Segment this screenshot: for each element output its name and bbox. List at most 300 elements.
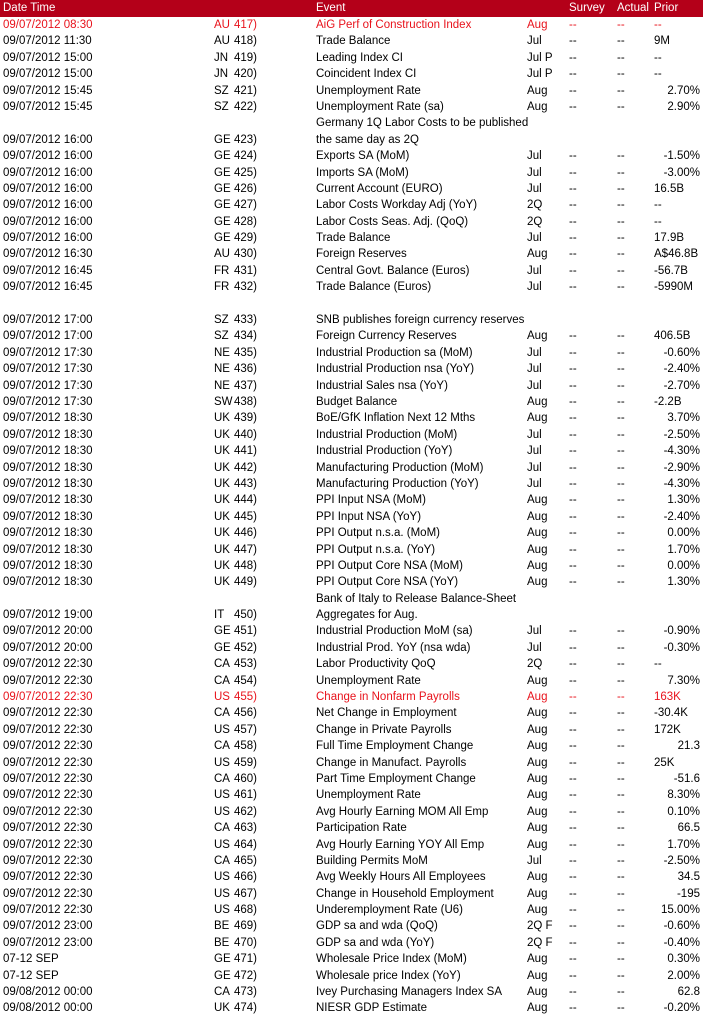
table-row (0, 510, 703, 526)
event-cell: Industrial Production MoM (sa) (316, 625, 473, 638)
actual-cell: -- (617, 1002, 625, 1015)
survey-cell: -- (569, 789, 577, 802)
date-time-cell: 09/07/2012 18:30 (3, 527, 93, 540)
survey-cell: -- (569, 854, 577, 867)
ticker-number-cell: 456) (234, 707, 258, 720)
actual-cell: -- (617, 936, 625, 949)
table-row (0, 264, 703, 280)
period-cell: Jul (527, 346, 542, 359)
ticker-number-cell: 435) (234, 346, 258, 359)
country-cell: SZ (214, 84, 229, 97)
prior-cell: 7.30% (667, 674, 700, 687)
event-cell: NIESR GDP Estimate (316, 1002, 427, 1015)
country-cell: UK (214, 510, 230, 523)
event-cell: Germany 1Q Labor Costs to be published (316, 117, 529, 130)
period-cell: 2Q (527, 199, 543, 212)
actual-cell: -- (617, 494, 625, 507)
actual-cell: -- (617, 363, 625, 376)
survey-cell: -- (569, 969, 577, 982)
ticker-number-cell: 471) (234, 953, 258, 966)
prior-cell: -- (654, 68, 662, 81)
event-cell: Trade Balance (Euros) (316, 281, 432, 294)
survey-cell: -- (569, 264, 577, 277)
event-cell: Industrial Production (MoM) (316, 428, 458, 441)
country-cell: GE (214, 166, 231, 179)
event-cell: the same day as 2Q (316, 133, 419, 146)
actual-cell: -- (617, 756, 625, 769)
prior-cell: A$46.8B (654, 248, 699, 261)
table-row (0, 690, 703, 706)
table-row (0, 34, 703, 50)
country-cell: FR (214, 281, 230, 294)
survey-cell: -- (569, 658, 577, 671)
prior-cell: -2.40% (663, 510, 700, 523)
prior-cell: 1.70% (667, 543, 700, 556)
ticker-number-cell: 451) (234, 625, 258, 638)
period-cell: Aug (527, 953, 548, 966)
event-cell: Ivey Purchasing Managers Index SA (316, 986, 503, 999)
country-cell: UK (214, 576, 230, 589)
survey-cell: -- (569, 248, 577, 261)
table-row (0, 624, 703, 640)
event-cell: Manufacturing Production (MoM) (316, 461, 484, 474)
period-cell: 2Q F (527, 936, 553, 949)
table-row (0, 444, 703, 460)
period-cell: Aug (527, 494, 548, 507)
period-cell: Aug (527, 789, 548, 802)
event-cell: Leading Index CI (316, 51, 403, 64)
event-cell: Unemployment Rate (sa) (316, 100, 444, 113)
event-cell: GDP sa and wda (YoY) (316, 936, 435, 949)
country-cell: GE (214, 641, 231, 654)
country-cell: UK (214, 559, 230, 572)
country-cell: US (214, 904, 230, 917)
ticker-number-cell: 461) (234, 789, 258, 802)
event-cell: Unemployment Rate (316, 789, 421, 802)
date-time-cell: 09/07/2012 20:00 (3, 641, 93, 654)
period-cell: Jul (527, 264, 542, 277)
period-cell: Aug (527, 510, 548, 523)
date-time-cell: 07-12 SEP (3, 969, 59, 982)
ticker-number-cell: 439) (234, 412, 258, 425)
table-row (0, 838, 703, 854)
date-time-cell: 09/07/2012 15:45 (3, 100, 93, 113)
survey-cell: -- (569, 346, 577, 359)
survey-cell: -- (569, 641, 577, 654)
ticker-number-cell: 438) (234, 395, 258, 408)
date-time-cell: 09/07/2012 23:00 (3, 920, 93, 933)
prior-cell: -0.20% (663, 1002, 700, 1015)
event-cell: Current Account (EURO) (316, 182, 443, 195)
ticker-number-cell: 459) (234, 756, 258, 769)
period-cell: Aug (527, 887, 548, 900)
table-row (0, 969, 703, 985)
date-time-cell: 09/07/2012 18:30 (3, 412, 93, 425)
actual-cell: -- (617, 51, 625, 64)
actual-cell: -- (617, 477, 625, 490)
prior-cell: -2.70% (663, 379, 700, 392)
ticker-number-cell: 449) (234, 576, 258, 589)
date-time-cell: 09/07/2012 22:30 (3, 674, 93, 687)
header-date-time: Date Time (3, 2, 56, 14)
period-cell: Jul (527, 641, 542, 654)
period-cell: Aug (527, 691, 548, 704)
table-row (0, 985, 703, 1001)
date-time-cell: 09/07/2012 18:30 (3, 576, 93, 589)
survey-cell: -- (569, 772, 577, 785)
actual-cell: -- (617, 871, 625, 884)
table-row (0, 477, 703, 493)
period-cell: Aug (527, 838, 548, 851)
actual-cell: -- (617, 691, 625, 704)
table-row (0, 805, 703, 821)
prior-cell: -3.00% (663, 166, 700, 179)
table-row (0, 116, 703, 132)
period-cell: Aug (527, 772, 548, 785)
country-cell: CA (214, 740, 230, 753)
country-cell: UK (214, 428, 230, 441)
period-cell: Aug (527, 100, 548, 113)
date-time-cell: 09/07/2012 22:30 (3, 707, 93, 720)
table-row (0, 133, 703, 149)
ticker-number-cell: 429) (234, 232, 258, 245)
event-cell: PPI Input NSA (YoY) (316, 510, 422, 523)
country-cell: GE (214, 969, 231, 982)
table-row (0, 346, 703, 362)
survey-cell: -- (569, 559, 577, 572)
prior-cell: 163K (654, 691, 681, 704)
event-cell: Manufacturing Production (YoY) (316, 477, 479, 490)
table-row (0, 395, 703, 411)
prior-cell: 1.30% (667, 494, 700, 507)
country-cell: UK (214, 412, 230, 425)
date-time-cell: 09/07/2012 22:30 (3, 740, 93, 753)
ticker-number-cell: 474) (234, 1002, 258, 1015)
prior-cell: 0.00% (667, 527, 700, 540)
date-time-cell: 09/07/2012 22:30 (3, 838, 93, 851)
date-time-cell: 09/07/2012 23:00 (3, 936, 93, 949)
ticker-number-cell: 470) (234, 936, 258, 949)
survey-cell: -- (569, 953, 577, 966)
date-time-cell: 09/07/2012 18:30 (3, 445, 93, 458)
actual-cell: -- (617, 986, 625, 999)
prior-cell: 406.5B (654, 330, 691, 343)
date-time-cell: 09/07/2012 17:00 (3, 330, 93, 343)
ticker-number-cell: 433) (234, 314, 258, 327)
table-row (0, 641, 703, 657)
country-cell: UK (214, 1002, 230, 1015)
date-time-cell: 09/07/2012 17:00 (3, 314, 93, 327)
period-cell: Jul (527, 232, 542, 245)
prior-cell: 1.70% (667, 838, 700, 851)
country-cell: BE (214, 920, 230, 933)
table-row (0, 51, 703, 67)
event-cell: PPI Output Core NSA (YoY) (316, 576, 459, 589)
actual-cell: -- (617, 412, 625, 425)
ticker-number-cell: 472) (234, 969, 258, 982)
table-row (0, 182, 703, 198)
table-row (0, 821, 703, 837)
actual-cell: -- (617, 150, 625, 163)
period-cell: Jul (527, 35, 542, 48)
survey-cell: -- (569, 232, 577, 245)
ticker-number-cell: 436) (234, 363, 258, 376)
date-time-cell: 09/07/2012 22:30 (3, 658, 93, 671)
table-row (0, 67, 703, 83)
table-row (0, 166, 703, 182)
actual-cell: -- (617, 346, 625, 359)
survey-cell: -- (569, 838, 577, 851)
event-cell: Labor Costs Seas. Adj. (QoQ) (316, 215, 469, 228)
actual-cell: -- (617, 887, 625, 900)
date-time-cell: 09/07/2012 22:30 (3, 723, 93, 736)
survey-cell: -- (569, 199, 577, 212)
event-cell: Wholesale Price Index (MoM) (316, 953, 467, 966)
country-cell: SW (214, 395, 233, 408)
period-cell: Aug (527, 969, 548, 982)
country-cell: US (214, 756, 230, 769)
table-row (0, 526, 703, 542)
date-time-cell: 09/07/2012 16:00 (3, 199, 93, 212)
country-cell: AU (214, 248, 230, 261)
survey-cell: -- (569, 395, 577, 408)
date-time-cell: 09/07/2012 16:00 (3, 133, 93, 146)
ticker-number-cell: 434) (234, 330, 258, 343)
actual-cell: -- (617, 199, 625, 212)
period-cell: Jul (527, 166, 542, 179)
ticker-number-cell: 457) (234, 723, 258, 736)
actual-cell: -- (617, 641, 625, 654)
actual-cell: -- (617, 281, 625, 294)
event-cell: Industrial Production sa (MoM) (316, 346, 473, 359)
table-row (0, 788, 703, 804)
country-cell: GE (214, 182, 231, 195)
country-cell: CA (214, 658, 230, 671)
header-survey: Survey (569, 2, 605, 14)
actual-cell: -- (617, 838, 625, 851)
country-cell: UK (214, 494, 230, 507)
event-cell: Unemployment Rate (316, 84, 421, 97)
prior-cell: 2.90% (667, 100, 700, 113)
country-cell: CA (214, 986, 230, 999)
actual-cell: -- (617, 805, 625, 818)
survey-cell: -- (569, 576, 577, 589)
prior-cell: 0.10% (667, 805, 700, 818)
event-cell: Net Change in Employment (316, 707, 457, 720)
country-cell: BE (214, 936, 230, 949)
survey-cell: -- (569, 68, 577, 81)
country-cell: NE (214, 363, 230, 376)
survey-cell: -- (569, 723, 577, 736)
actual-cell: -- (617, 264, 625, 277)
country-cell: IT (214, 609, 225, 622)
table-row (0, 706, 703, 722)
event-cell: Labor Productivity QoQ (316, 658, 436, 671)
actual-cell: -- (617, 182, 625, 195)
actual-cell: -- (617, 674, 625, 687)
actual-cell: -- (617, 789, 625, 802)
period-cell: Aug (527, 756, 548, 769)
table-row (0, 297, 703, 313)
prior-cell: -- (654, 51, 662, 64)
country-cell: US (214, 887, 230, 900)
actual-cell: -- (617, 100, 625, 113)
actual-cell: -- (617, 723, 625, 736)
survey-cell: -- (569, 936, 577, 949)
period-cell: Aug (527, 1002, 548, 1015)
actual-cell: -- (617, 559, 625, 572)
event-cell: Aggregates for Aug. (316, 609, 418, 622)
date-time-cell: 09/07/2012 17:30 (3, 395, 93, 408)
date-time-cell: 09/07/2012 16:00 (3, 215, 93, 228)
ticker-number-cell: 444) (234, 494, 258, 507)
table-row (0, 772, 703, 788)
table-row (0, 543, 703, 559)
table-row (0, 198, 703, 214)
date-time-cell: 09/07/2012 16:00 (3, 182, 93, 195)
period-cell: Jul (527, 428, 542, 441)
event-cell: Participation Rate (316, 822, 407, 835)
country-cell: US (214, 789, 230, 802)
survey-cell: -- (569, 100, 577, 113)
prior-cell: -195 (676, 887, 700, 900)
event-cell: Budget Balance (316, 395, 398, 408)
country-cell: US (214, 838, 230, 851)
event-cell: BoE/GfK Inflation Next 12 Mths (316, 412, 476, 425)
country-cell: UK (214, 461, 230, 474)
date-time-cell: 09/07/2012 22:30 (3, 904, 93, 917)
table-row (0, 100, 703, 116)
prior-cell: -- (654, 658, 662, 671)
period-cell: Aug (527, 904, 548, 917)
date-time-cell: 09/07/2012 22:30 (3, 691, 93, 704)
period-cell: Jul P (527, 51, 553, 64)
prior-cell: 21.3 (677, 740, 700, 753)
survey-cell: -- (569, 150, 577, 163)
country-cell: AU (214, 35, 230, 48)
country-cell: GE (214, 953, 231, 966)
date-time-cell: 09/07/2012 18:30 (3, 559, 93, 572)
ticker-number-cell: 418) (234, 35, 258, 48)
country-cell: US (214, 723, 230, 736)
date-time-cell: 09/07/2012 16:00 (3, 150, 93, 163)
survey-cell: -- (569, 543, 577, 556)
ticker-number-cell: 424) (234, 150, 258, 163)
prior-cell: -2.90% (663, 461, 700, 474)
period-cell: Aug (527, 330, 548, 343)
actual-cell: -- (617, 772, 625, 785)
date-time-cell: 09/07/2012 19:00 (3, 609, 93, 622)
ticker-number-cell: 446) (234, 527, 258, 540)
table-row (0, 592, 703, 608)
prior-cell: -2.50% (663, 854, 700, 867)
event-cell: Avg Weekly Hours All Employees (316, 871, 486, 884)
survey-cell: -- (569, 477, 577, 490)
event-cell: PPI Output n.s.a. (MoM) (316, 527, 440, 540)
prior-cell: 25K (654, 756, 675, 769)
survey-cell: -- (569, 674, 577, 687)
prior-cell: -4.30% (663, 445, 700, 458)
table-row (0, 674, 703, 690)
ticker-number-cell: 452) (234, 641, 258, 654)
event-cell: Wholesale price Index (YoY) (316, 969, 461, 982)
actual-cell: -- (617, 740, 625, 753)
survey-cell: -- (569, 904, 577, 917)
prior-cell: 34.5 (677, 871, 700, 884)
country-cell: CA (214, 674, 230, 687)
survey-cell: -- (569, 822, 577, 835)
date-time-cell: 09/07/2012 17:30 (3, 363, 93, 376)
actual-cell: -- (617, 232, 625, 245)
prior-cell: -0.60% (663, 346, 700, 359)
ticker-number-cell: 432) (234, 281, 258, 294)
ticker-number-cell: 419) (234, 51, 258, 64)
survey-cell: -- (569, 527, 577, 540)
date-time-cell: 09/07/2012 17:30 (3, 346, 93, 359)
period-cell: Aug (527, 19, 548, 31)
actual-cell: -- (617, 576, 625, 589)
prior-cell: -2.2B (654, 395, 682, 408)
event-cell: Change in Private Payrolls (316, 723, 452, 736)
ticker-number-cell: 420) (234, 68, 258, 81)
event-cell: Change in Household Employment (316, 887, 494, 900)
event-cell: Building Permits MoM (316, 854, 428, 867)
date-time-cell: 09/07/2012 22:30 (3, 854, 93, 867)
table-row (0, 903, 703, 919)
period-cell: Jul (527, 477, 542, 490)
prior-cell: 1.30% (667, 576, 700, 589)
country-cell: JN (214, 68, 229, 81)
prior-cell: -4.30% (663, 477, 700, 490)
table-row (0, 870, 703, 886)
country-cell: GE (214, 232, 231, 245)
table-row (0, 559, 703, 575)
ticker-number-cell: 427) (234, 199, 258, 212)
table-row (0, 919, 703, 935)
table-row (0, 739, 703, 755)
date-time-cell: 09/07/2012 16:45 (3, 281, 93, 294)
event-cell: Underemployment Rate (U6) (316, 904, 464, 917)
table-row (0, 379, 703, 395)
ticker-number-cell: 417) (234, 19, 258, 31)
event-cell: Full Time Employment Change (316, 740, 474, 753)
prior-cell: -56.7B (654, 264, 688, 277)
prior-cell: -5990M (654, 281, 693, 294)
date-time-cell: 09/07/2012 18:30 (3, 494, 93, 507)
country-cell: NE (214, 379, 230, 392)
country-cell: GE (214, 150, 231, 163)
actual-cell: -- (617, 543, 625, 556)
actual-cell: -- (617, 330, 625, 343)
event-cell: PPI Output Core NSA (MoM) (316, 559, 463, 572)
period-cell: Aug (527, 395, 548, 408)
actual-cell: -- (617, 395, 625, 408)
period-cell: Aug (527, 740, 548, 753)
actual-cell: -- (617, 920, 625, 933)
event-cell: GDP sa and wda (QoQ) (316, 920, 438, 933)
event-cell: Avg Hourly Earning YOY All Emp (316, 838, 485, 851)
survey-cell: -- (569, 363, 577, 376)
prior-cell: -0.60% (663, 920, 700, 933)
country-cell: US (214, 805, 230, 818)
country-cell: CA (214, 854, 230, 867)
date-time-cell: 09/07/2012 20:00 (3, 625, 93, 638)
table-row (0, 280, 703, 296)
event-cell: Avg Hourly Earning MOM All Emp (316, 805, 489, 818)
actual-cell: -- (617, 166, 625, 179)
prior-cell: 0.00% (667, 559, 700, 572)
date-time-cell: 09/07/2012 08:30 (3, 19, 93, 31)
